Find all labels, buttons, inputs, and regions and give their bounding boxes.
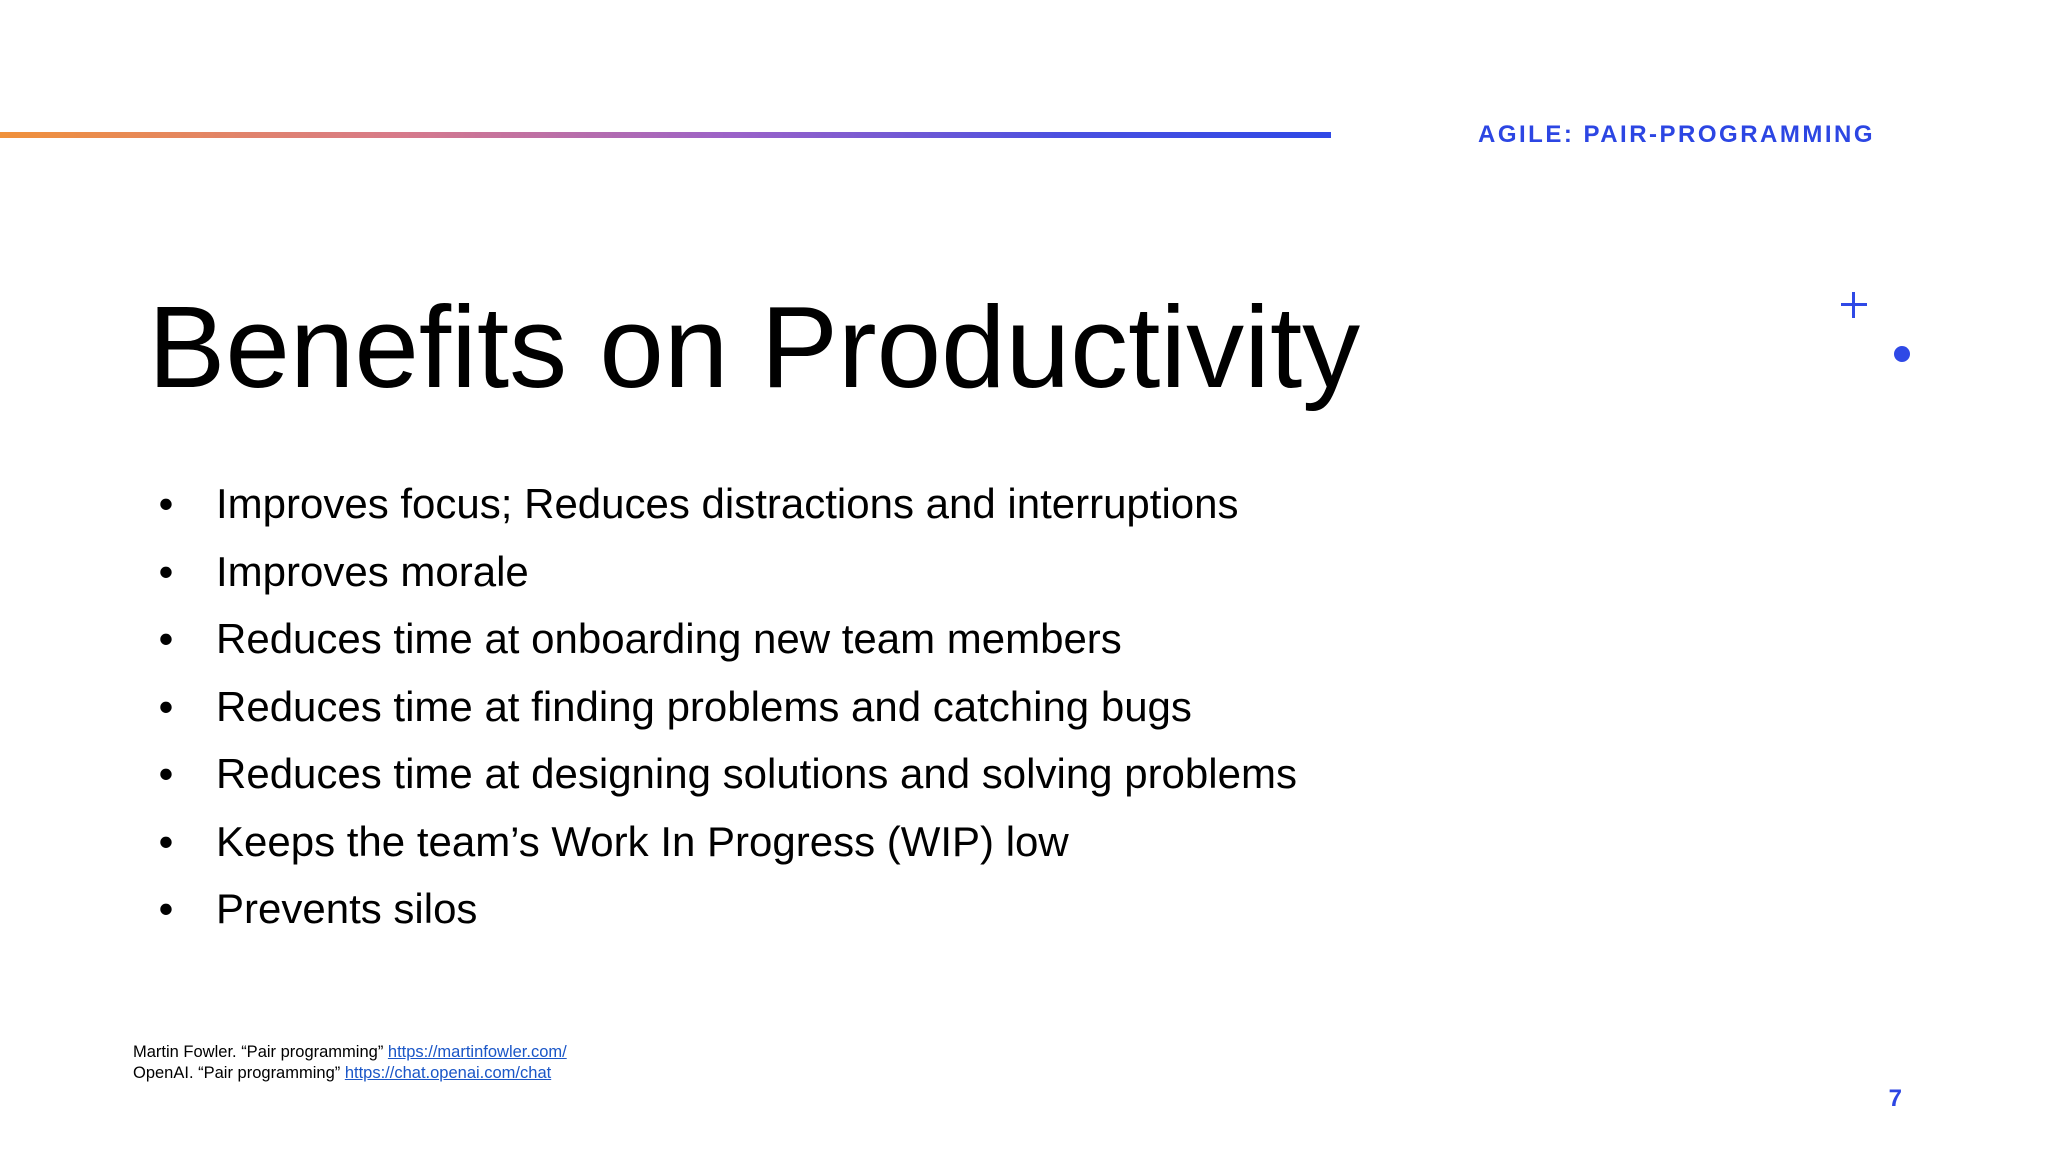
reference-text: OpenAI. “Pair programming” bbox=[133, 1064, 345, 1082]
bullet-icon: • bbox=[158, 682, 174, 730]
plus-icon bbox=[1839, 290, 1869, 320]
bullet-icon: • bbox=[158, 615, 174, 662]
reference-martin-fowler bbox=[133, 1042, 567, 1063]
gradient-accent-line bbox=[0, 132, 1331, 138]
page-number: 7 bbox=[1888, 1085, 1902, 1112]
reference-openai bbox=[133, 1063, 567, 1084]
bullet-text: Prevents silos bbox=[216, 885, 478, 932]
bullet-text: Improves focus; Reduces distractions and interruptions bbox=[216, 480, 1239, 527]
bullet-icon: • bbox=[158, 885, 174, 932]
bullet-icon: • bbox=[158, 750, 174, 797]
bullet-text: Improves morale bbox=[216, 547, 529, 595]
bullet-text: Reduces time at finding problems and catching bugs bbox=[216, 682, 1192, 730]
bullet-icon: • bbox=[158, 480, 174, 527]
dot-icon bbox=[1894, 346, 1910, 362]
bullet-text: Reduces time at designing solutions and solving problems bbox=[216, 750, 1297, 797]
section-label: AGILE: PAIR-PROGRAMMING bbox=[1478, 121, 1876, 148]
reference-link-martinfowler[interactable]: https://martinfowler.com/ bbox=[387, 1043, 567, 1061]
bullet-icon: • bbox=[158, 547, 174, 595]
reference-link-openai[interactable]: https://chat.openai.com/chat bbox=[344, 1064, 552, 1082]
references bbox=[133, 1042, 567, 1084]
bullet-text: Keeps the team’s Work In Progress (WIP) low bbox=[216, 817, 1069, 865]
slide-title: Benefits on Productivity bbox=[148, 282, 1361, 412]
reference-text: Martin Fowler. “Pair programming” bbox=[133, 1043, 388, 1061]
bullet-text: Reduces time at onboarding new team members bbox=[216, 615, 1122, 662]
bullet-icon: • bbox=[158, 817, 174, 865]
